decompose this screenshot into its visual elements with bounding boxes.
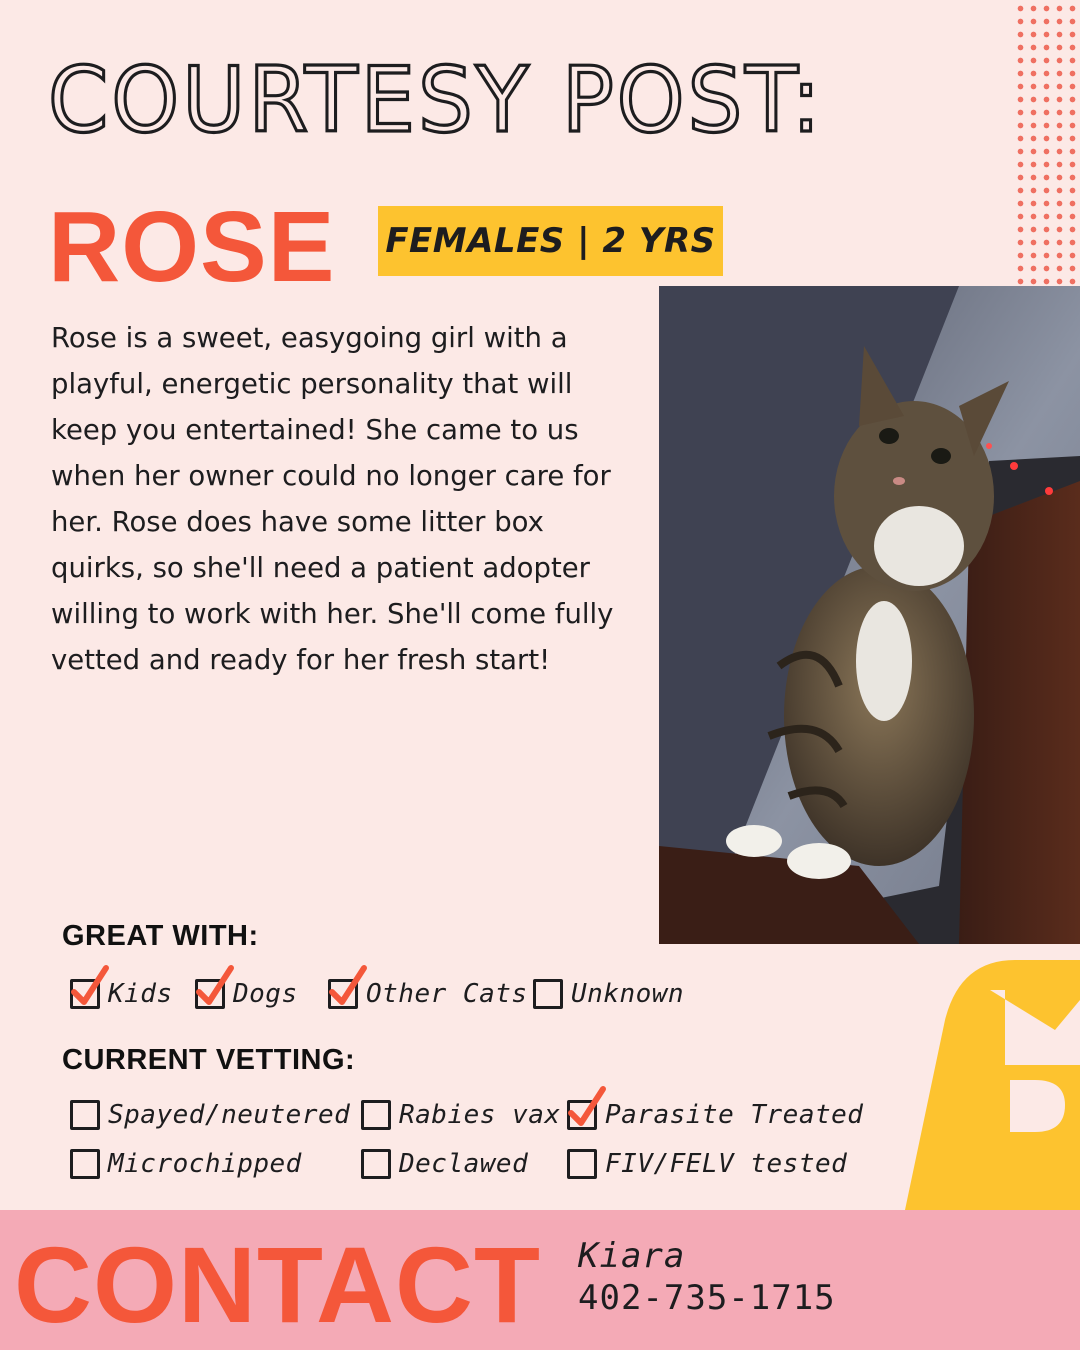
vetting-microchipped[interactable] xyxy=(70,1144,302,1184)
checkbox-icon[interactable] xyxy=(567,1100,597,1130)
great-with-dogs[interactable] xyxy=(195,974,298,1014)
great-with-title: GREAT WITH: xyxy=(62,920,259,952)
vetting-declawed[interactable] xyxy=(361,1144,528,1184)
checkbox-icon[interactable] xyxy=(70,1149,100,1179)
option-label: Parasite Treated xyxy=(605,1100,864,1130)
checkbox-icon[interactable] xyxy=(533,979,563,1009)
checkbox-icon[interactable] xyxy=(361,1100,391,1130)
checkbox-icon[interactable] xyxy=(328,979,358,1009)
great-with-unknown[interactable] xyxy=(533,974,684,1014)
page-headline: COURTESY POST: xyxy=(48,48,824,153)
logo-icon xyxy=(905,960,1080,1210)
checkmark-icon xyxy=(70,962,110,1010)
checkmark-icon xyxy=(567,1083,607,1131)
option-label: FIV/FELV tested xyxy=(605,1149,848,1179)
contact-heading: CONTACT xyxy=(14,1224,541,1345)
checkbox-icon[interactable] xyxy=(361,1149,391,1179)
option-label: Microchipped xyxy=(108,1149,302,1179)
checkbox-icon[interactable] xyxy=(567,1149,597,1179)
option-label: Spayed/neutered xyxy=(108,1100,351,1130)
option-label: Dogs xyxy=(233,979,298,1009)
dot-pattern-decoration xyxy=(1012,0,1080,285)
great-with-kids[interactable] xyxy=(70,974,173,1014)
pet-name: ROSE xyxy=(48,191,336,303)
option-label: Declawed xyxy=(399,1149,529,1179)
contact-name: Kiara xyxy=(578,1236,686,1276)
checkbox-icon[interactable] xyxy=(70,1100,100,1130)
pet-description: Rose is a sweet, easygoing girl with a playful, energetic personality that will keep you entertained! She came to us when her owner could no longer care for her. Rose does have some litter box quirks, so she'll need a patient adopter willing to work with her. She'll come fully vetted and ready for her fresh start! xyxy=(51,322,614,676)
vetting-fiv-felv-tested[interactable] xyxy=(567,1144,847,1184)
contact-phone[interactable]: 402-735-1715 xyxy=(578,1278,836,1318)
sex-age-badge: FEMALES | 2 YRS xyxy=(378,206,723,276)
vetting-rabies-vax[interactable] xyxy=(361,1095,561,1135)
vetting-spayed-neutered[interactable] xyxy=(70,1095,350,1135)
vetting-parasite-treated[interactable] xyxy=(567,1095,863,1135)
option-label: Unknown xyxy=(571,979,685,1009)
option-label: Other Cats xyxy=(366,979,528,1009)
checkmark-icon xyxy=(328,962,368,1010)
checkbox-icon[interactable] xyxy=(195,979,225,1009)
great-with-other-cats[interactable] xyxy=(328,974,528,1014)
checkbox-icon[interactable] xyxy=(70,979,100,1009)
pet-photo xyxy=(659,286,1080,944)
checkmark-icon xyxy=(195,962,235,1010)
option-label: Kids xyxy=(108,979,173,1009)
vetting-title: CURRENT VETTING: xyxy=(62,1044,356,1076)
option-label: Rabies vax xyxy=(399,1100,561,1130)
